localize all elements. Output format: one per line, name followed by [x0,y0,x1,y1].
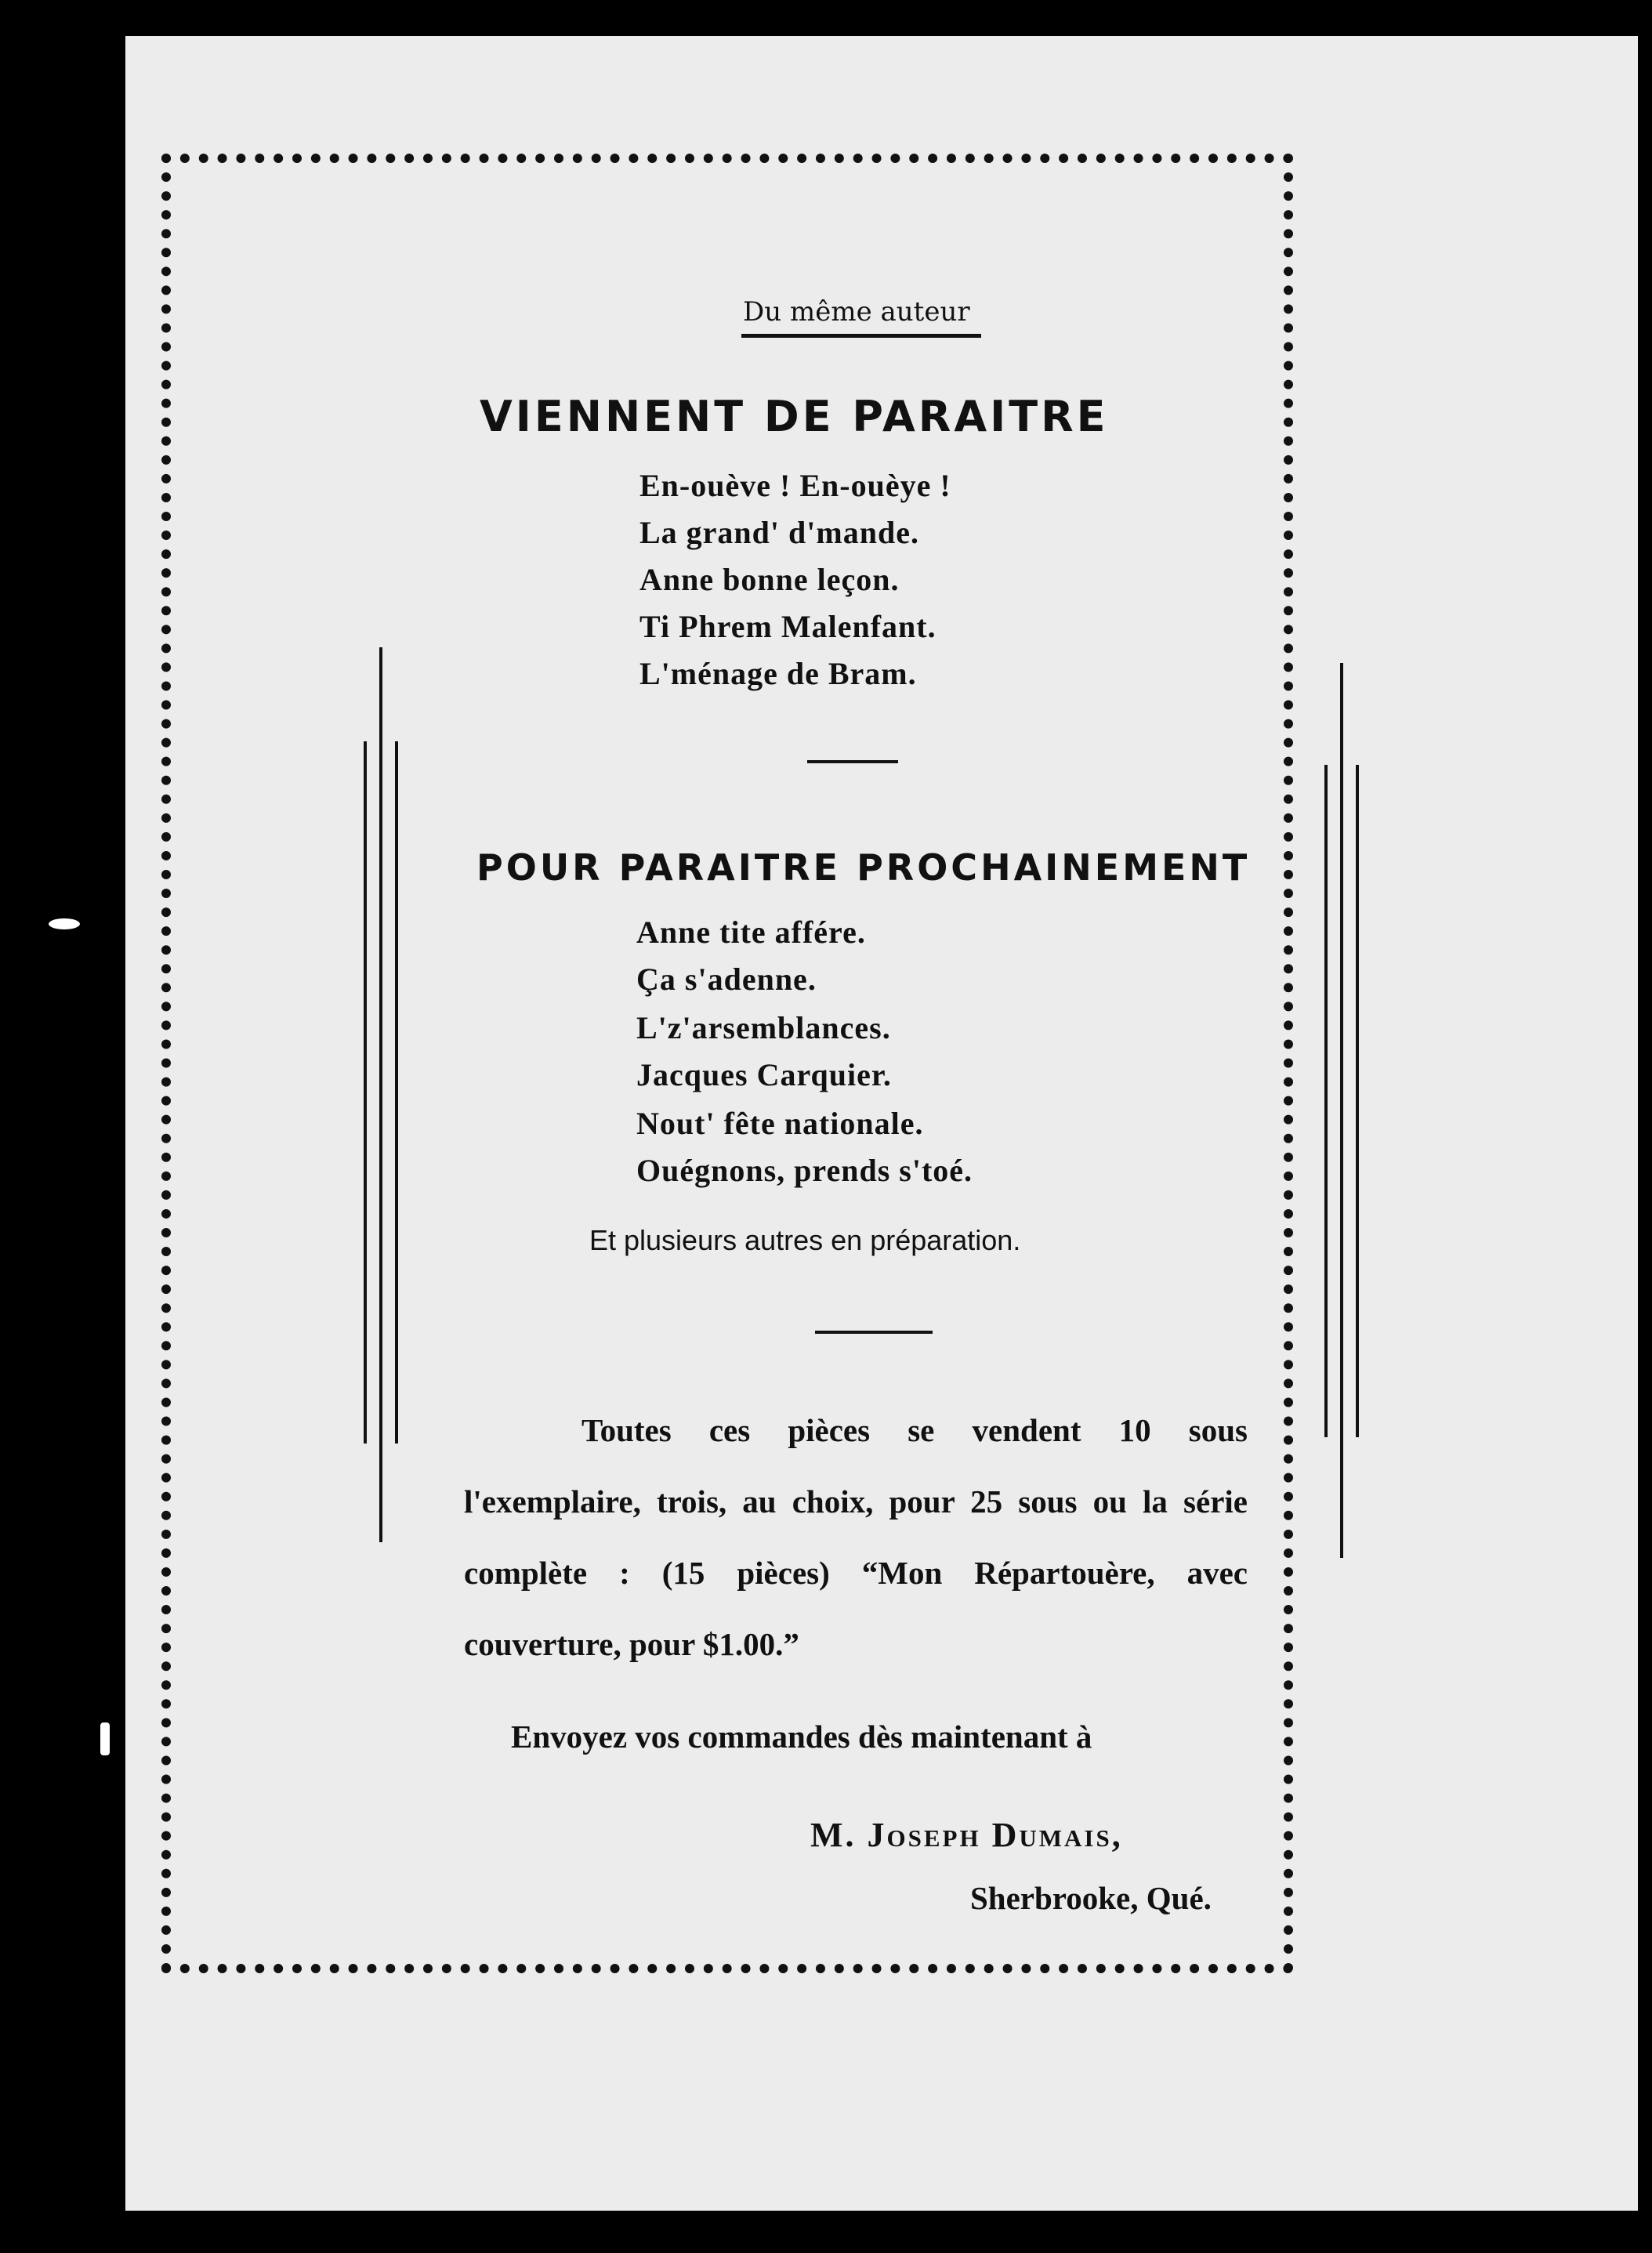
list-item: Jacques Carquier. [636,1057,892,1092]
decorative-vertical-line [1324,765,1328,1437]
list-item: L'z'arsemblances. [636,1010,891,1045]
list-item: L'ménage de Bram. [639,656,917,691]
separator-rule [815,1331,933,1334]
decorative-vertical-line [364,741,367,1443]
list-item: Nout' fête nationale. [636,1106,924,1141]
list-item: Ça s'adenne. [636,962,817,997]
scan-speck [100,1722,110,1755]
decorative-vertical-line [379,647,382,1542]
section-upcoming-title: POUR PARAITRE PROCHAINEMENT [476,846,1251,889]
list-item: Ouégnons, prends s'toé. [636,1153,973,1188]
pricing-text: Toutes ces pièces se vendent 10 sous l'exemplaire, trois, au choix, pour 25 sous ou la série complète : (15 pièces) “Mon Répartouère, avec couverture, pour $1.00.” [464,1412,1248,1662]
subtitle-underline [741,334,981,338]
contact-city: Sherbrooke, Qué. [970,1880,1212,1916]
decorative-vertical-line [1356,765,1359,1437]
section-published-title: VIENNENT DE PARAITRE [480,392,1109,441]
list-item: Anne tite affére. [636,915,866,950]
order-line: Envoyez vos commandes dès maintenant à [511,1719,1092,1755]
list-item: La grand' d'mande. [639,515,919,550]
separator-rule [807,760,898,763]
scan-speck [49,918,80,929]
preparation-note: Et plusieurs autres en préparation. [589,1224,1021,1256]
pricing-paragraph [464,1395,1248,1680]
list-item: En-ouève ! En-ouèye ! [639,468,951,503]
list-item: Anne bonne leçon. [639,562,900,597]
contact-name: M. Joseph Dumais, [810,1816,1123,1854]
decorative-vertical-line [1340,663,1343,1558]
list-item: Ti Phrem Malenfant. [639,609,936,644]
decorative-vertical-line [395,741,398,1443]
subtitle: Du même auteur [743,296,970,328]
